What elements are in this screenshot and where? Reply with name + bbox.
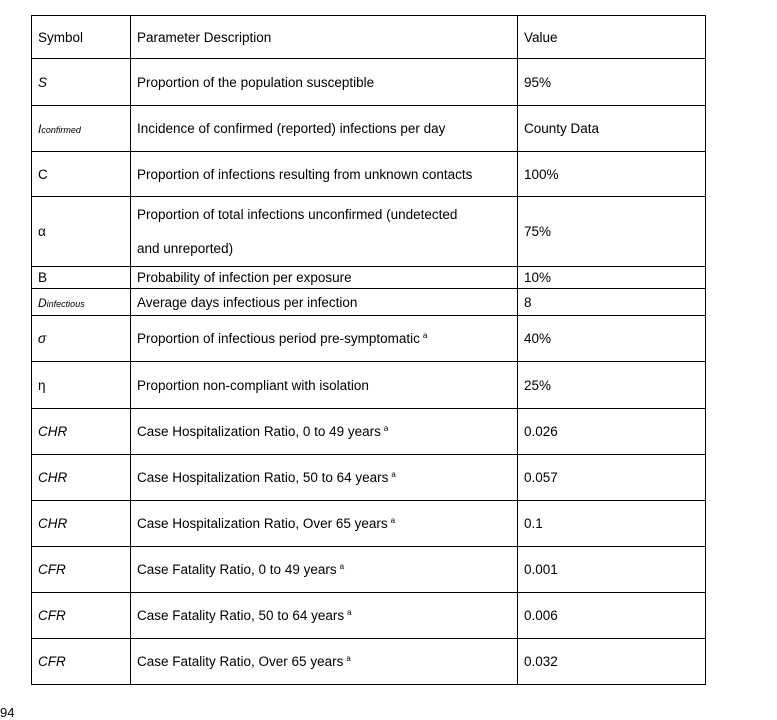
header-symbol: Symbol xyxy=(32,16,131,59)
footnote-marker: a xyxy=(339,561,345,571)
footnote-marker: a xyxy=(383,423,389,433)
value-cell: 0.001 xyxy=(518,547,706,593)
symbol-subscript: infectious xyxy=(46,298,85,309)
table-row xyxy=(32,106,706,152)
table-row xyxy=(32,289,706,316)
header-description: Parameter Description xyxy=(131,16,518,59)
table-row xyxy=(32,267,706,289)
value-cell: 0.006 xyxy=(518,593,706,639)
description-cell xyxy=(131,409,518,455)
symbol-cell: CHR xyxy=(32,455,131,501)
description-text: Case Hospitalization Ratio, 50 to 64 years xyxy=(137,470,389,485)
value-cell: 40% xyxy=(518,316,706,362)
table-row xyxy=(32,501,706,547)
table-row xyxy=(32,593,706,639)
header-value: Value xyxy=(518,16,706,59)
value-cell: 95% xyxy=(518,59,706,106)
symbol-cell: S xyxy=(32,59,131,106)
value-cell: 75% xyxy=(518,197,706,267)
description-cell xyxy=(131,501,518,547)
value-cell: 8 xyxy=(518,289,706,316)
symbol-subscript: confirmed xyxy=(41,125,81,135)
value-cell: 0.026 xyxy=(518,409,706,455)
symbol-cell: CHR xyxy=(32,501,131,547)
description-text: Case Fatality Ratio, Over 65 years xyxy=(137,654,344,669)
header-row xyxy=(32,16,706,59)
table-row xyxy=(32,362,706,409)
description-text: Case Hospitalization Ratio, 0 to 49 years xyxy=(137,424,381,439)
symbol-cell: CHR xyxy=(32,409,131,455)
description-cell: Incidence of confirmed (reported) infections per day xyxy=(131,106,518,152)
symbol-cell: σ xyxy=(32,316,131,362)
table-row xyxy=(32,152,706,197)
description-text: Proportion of infectious period pre-symptomatic xyxy=(137,331,420,346)
description-cell: Proportion of the population susceptible xyxy=(131,59,518,106)
description-cell xyxy=(131,316,518,362)
description-cell xyxy=(131,593,518,639)
footnote-marker: a xyxy=(347,607,352,617)
description-line-2: and unreported) xyxy=(137,241,234,256)
description-text: Case Hospitalization Ratio, Over 65 years xyxy=(137,516,388,531)
value-cell: 10% xyxy=(518,267,706,289)
symbol-cell xyxy=(32,289,131,316)
value-cell: 25% xyxy=(518,362,706,409)
symbol-cell: C xyxy=(32,152,131,197)
symbol-cell: α xyxy=(32,197,131,267)
description-line-1: Proportion of total infections unconfirmed (undetected xyxy=(137,207,458,222)
footnote-marker: a xyxy=(346,653,351,663)
table-row xyxy=(32,316,706,362)
symbol-cell: B xyxy=(32,267,131,289)
table-row xyxy=(32,409,706,455)
value-cell: County Data xyxy=(518,106,706,152)
table-row xyxy=(32,455,706,501)
symbol-cell: η xyxy=(32,362,131,409)
page-number: 94 xyxy=(0,705,15,720)
description-text: Case Fatality Ratio, 50 to 64 years xyxy=(137,608,345,623)
symbol-cell: CFR xyxy=(32,547,131,593)
value-cell: 0.032 xyxy=(518,639,706,685)
description-cell: Proportion non-compliant with isolation xyxy=(131,362,518,409)
value-cell: 100% xyxy=(518,152,706,197)
footnote-marker: a xyxy=(390,515,396,525)
table-row xyxy=(32,197,706,267)
footnote-marker: a xyxy=(422,330,428,340)
table-row xyxy=(32,639,706,685)
table-row xyxy=(32,547,706,593)
description-cell xyxy=(131,639,518,685)
value-cell: 0.057 xyxy=(518,455,706,501)
description-cell xyxy=(131,547,518,593)
table-row xyxy=(32,59,706,106)
parameters-table xyxy=(31,15,706,685)
footnote-marker: a xyxy=(391,469,396,479)
symbol-cell: CFR xyxy=(32,639,131,685)
symbol-cell: CFR xyxy=(32,593,131,639)
description-cell: Average days infectious per infection xyxy=(131,289,518,316)
symbol-cell xyxy=(32,106,131,152)
symbol-base: D xyxy=(38,295,47,310)
description-cell xyxy=(131,455,518,501)
description-cell xyxy=(131,197,518,267)
description-text: Case Fatality Ratio, 0 to 49 years xyxy=(137,562,337,577)
description-cell: Probability of infection per exposure xyxy=(131,267,518,289)
description-cell: Proportion of infections resulting from unknown contacts xyxy=(131,152,518,197)
value-cell: 0.1 xyxy=(518,501,706,547)
symbol-base: I xyxy=(38,122,42,136)
